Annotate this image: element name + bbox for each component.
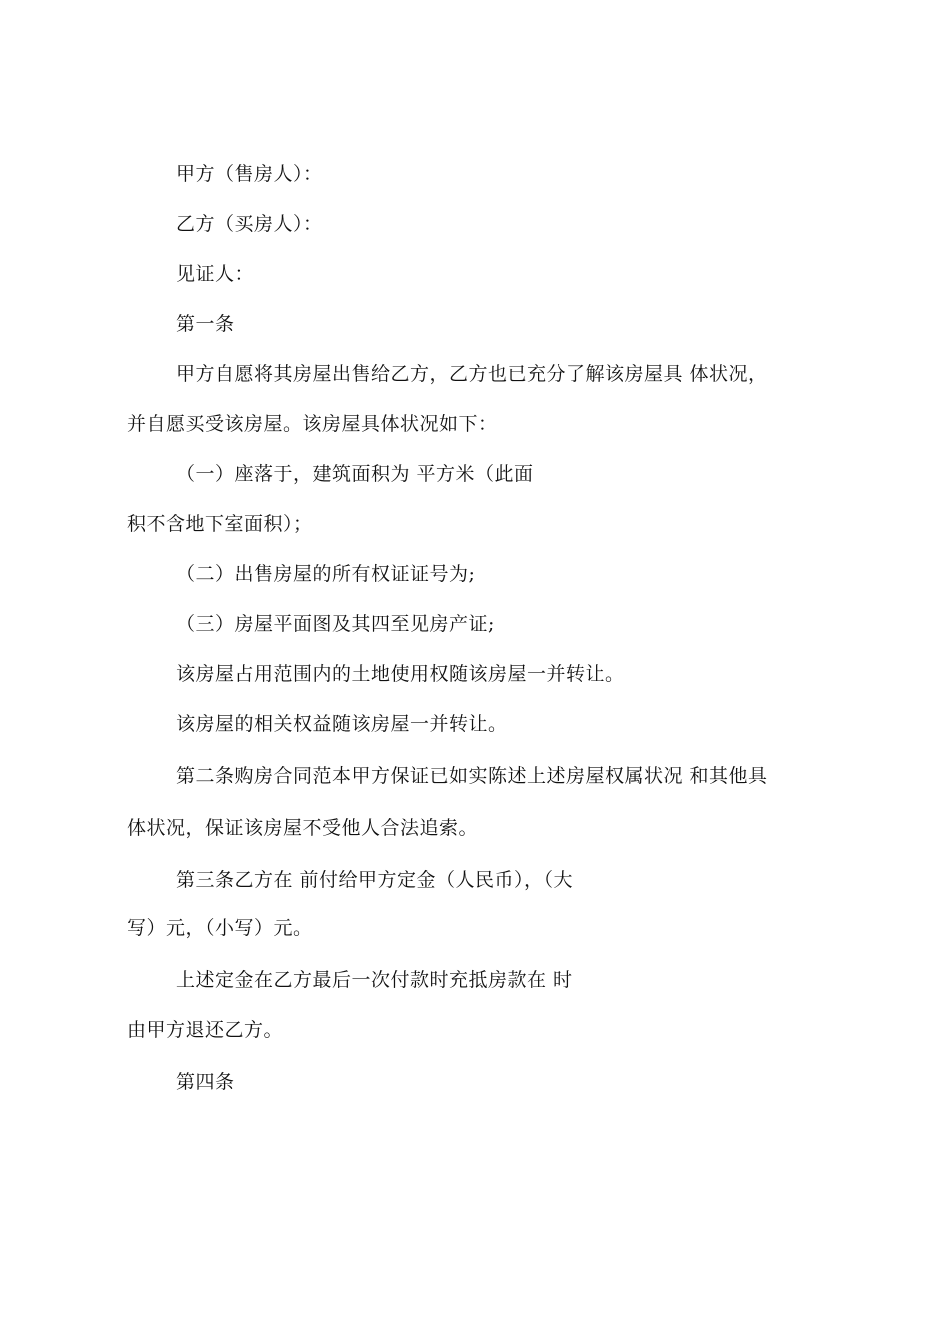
- article-3-line-2: 写）元，（小写）元。: [127, 917, 313, 939]
- item-3-line: （三）房屋平面图及其四至见房产证;: [176, 613, 495, 635]
- witness-line: 见证人：: [176, 263, 255, 285]
- article-1-heading: 第一条: [176, 313, 235, 335]
- deposit-line-2: 由甲方退还乙方。: [127, 1019, 284, 1041]
- article-2-line-1: 第二条购房合同范本甲方保证已如实陈述上述房屋权属状况 和其他具: [176, 765, 768, 787]
- land-use-right-line: 该房屋占用范围内的土地使用权随该房屋一并转让。: [176, 663, 625, 685]
- deposit-line-1: 上述定金在乙方最后一次付款时充抵房款在 时: [176, 969, 573, 991]
- item-1-line-2: 积不含地下室面积）；: [127, 513, 313, 535]
- article-1-paragraph-line-2: 并自愿买受该房屋。该房屋具体状况如下：: [127, 413, 498, 435]
- related-rights-line: 该房屋的相关权益随该房屋一并转让。: [176, 713, 508, 735]
- article-2-line-2: 体状况，保证该房屋不受他人合法追索。: [127, 817, 479, 839]
- item-1-line-1: （一）座落于，建筑面积为 平方米（此面: [176, 463, 534, 485]
- article-4-heading: 第四条: [176, 1071, 235, 1093]
- item-2-line: （二）出售房屋的所有权证证号为;: [176, 563, 476, 585]
- party-b-line: 乙方（买房人）：: [176, 213, 323, 235]
- party-a-line: 甲方（售房人）：: [176, 163, 323, 185]
- article-3-line-1: 第三条乙方在 前付给甲方定金（人民币），（大: [176, 869, 574, 891]
- article-1-paragraph-line-1: 甲方自愿将其房屋出售给乙方，乙方也已充分了解该房屋具 体状况，: [176, 363, 768, 385]
